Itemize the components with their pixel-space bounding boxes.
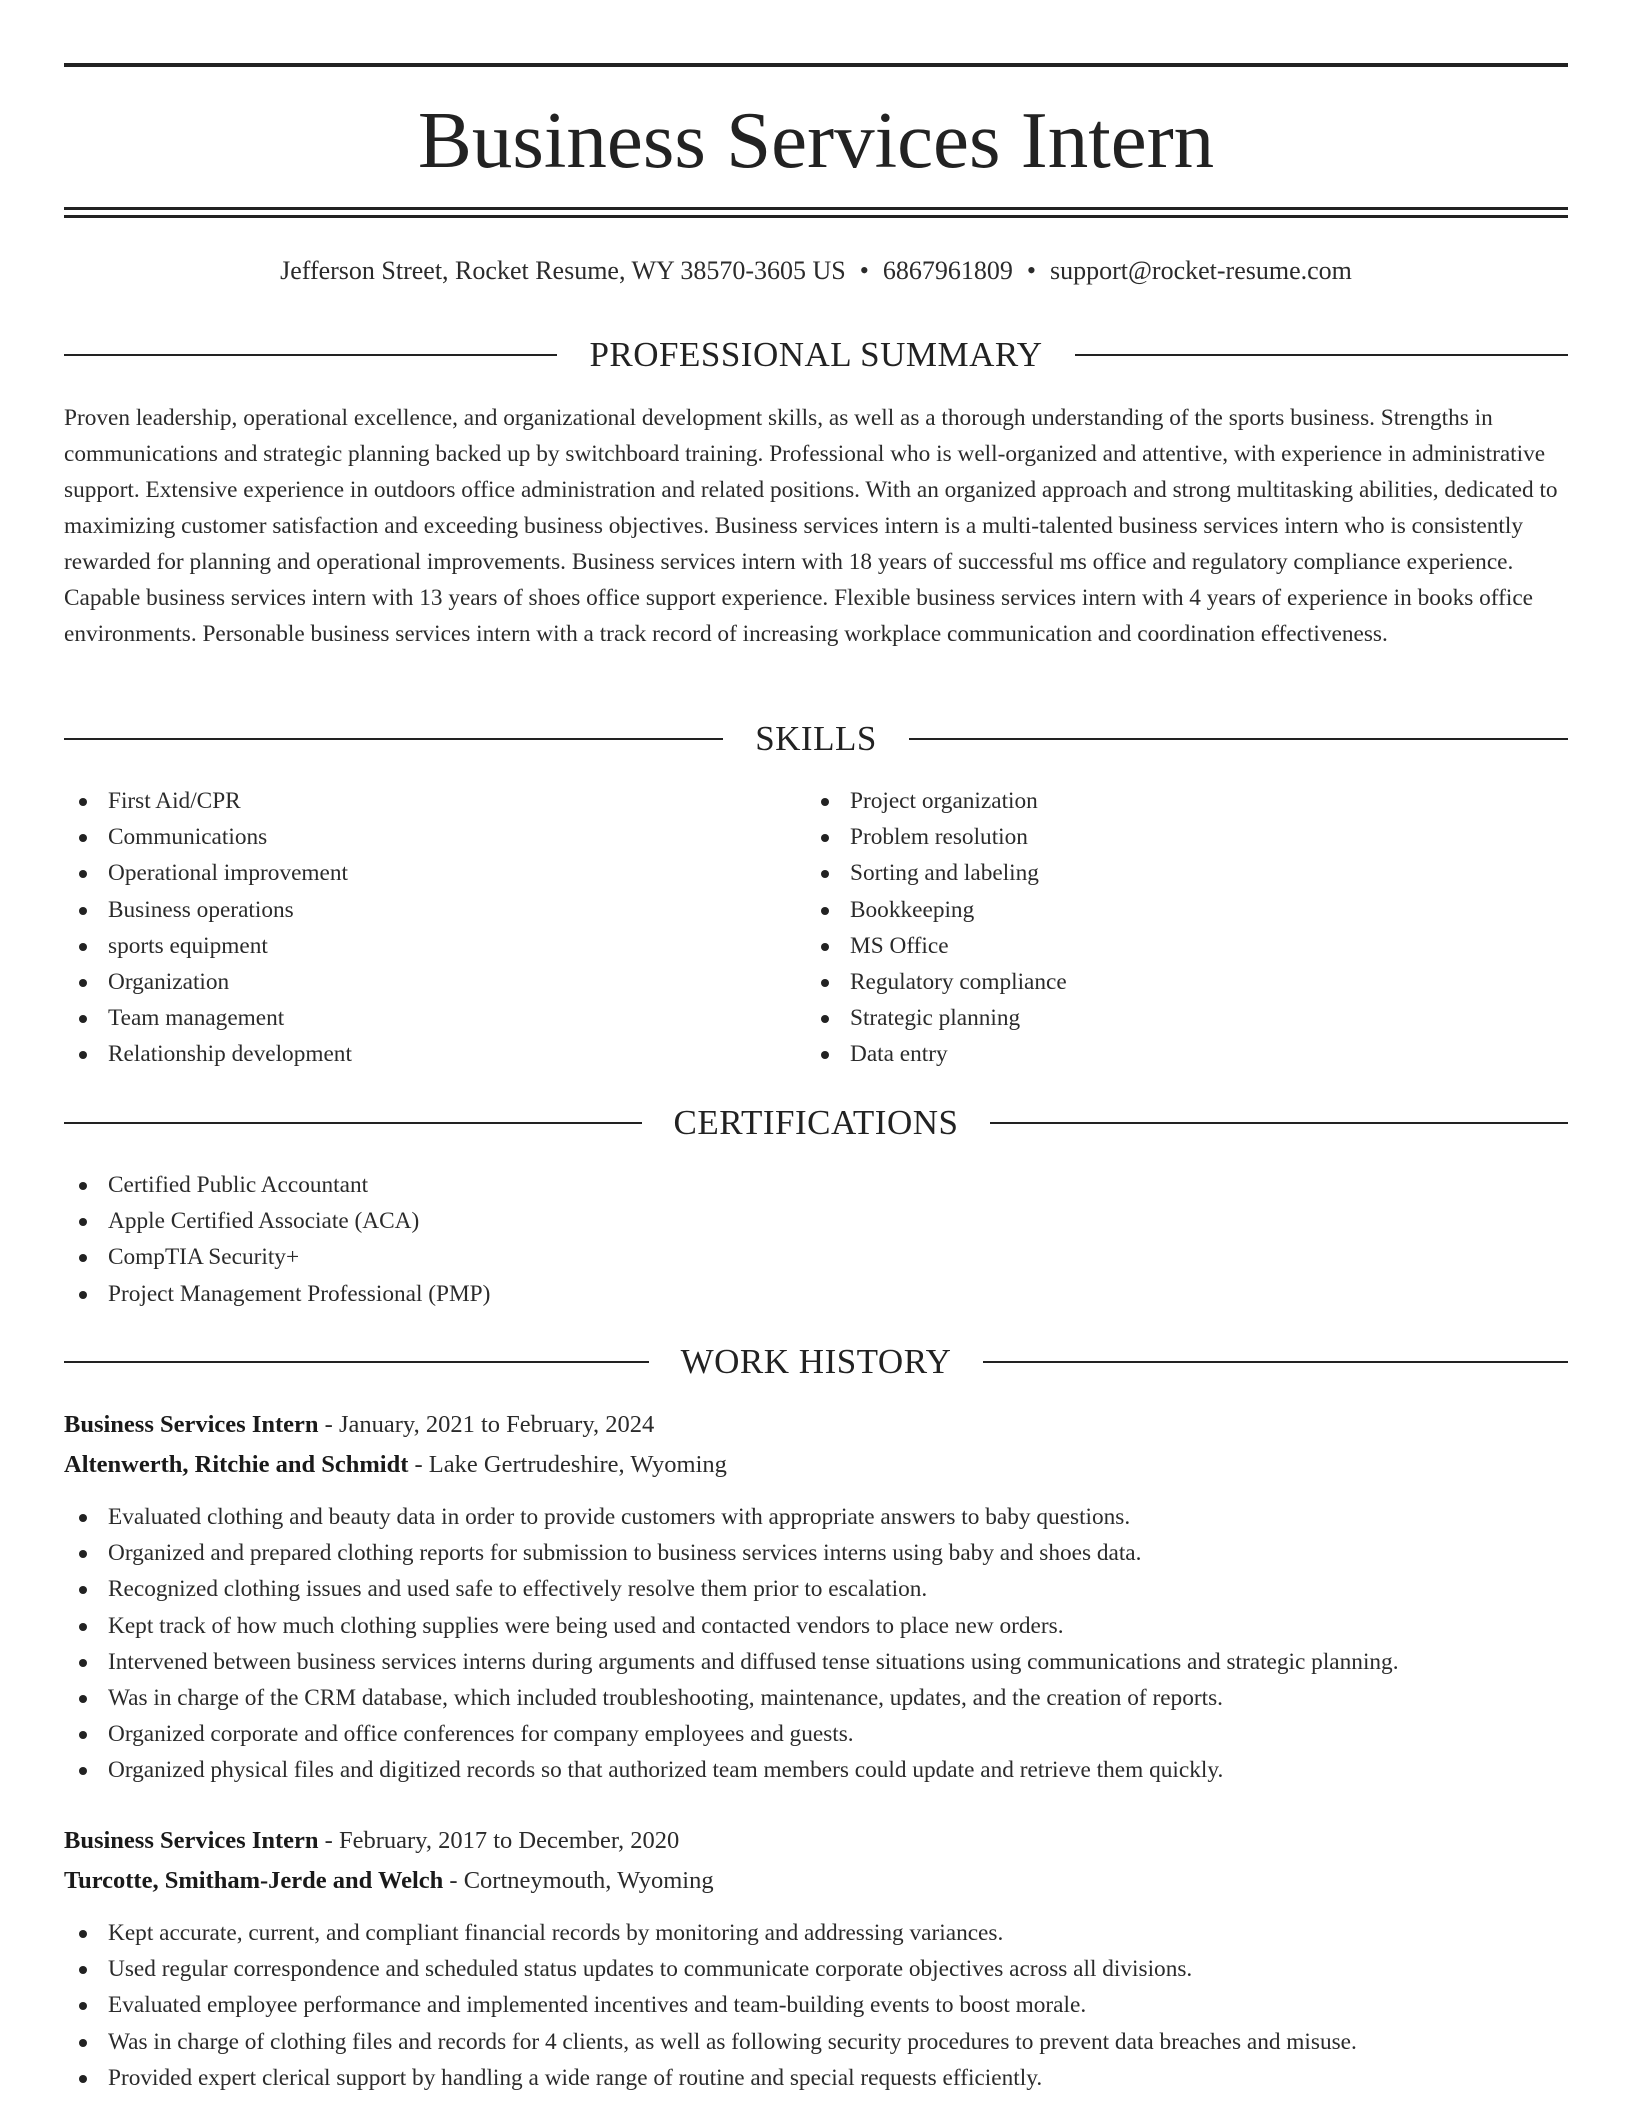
skill-item: Project organization: [806, 783, 1506, 819]
job-bullet: Kept track of how much clothing supplies were being used and contacted vendors to place new orders.: [64, 1608, 1568, 1644]
job-company-line: Altenwerth, Ritchie and Schmidt - Lake Gertrudeshire, Wyoming: [64, 1451, 727, 1478]
contact-separator: •: [859, 256, 869, 285]
contact-phone: 6867961809: [882, 256, 1013, 285]
skill-item: Bookkeeping: [806, 892, 1506, 928]
job-company: Altenwerth, Ritchie and Schmidt: [64, 1451, 409, 1478]
job-bullet: Was in charge of the CRM database, which included troubleshooting, maintenance, updates, and the creation of reports.: [64, 1680, 1568, 1716]
title-rule-upper: [64, 207, 1568, 210]
job-bullet: Organized and prepared clothing reports for submission to business services interns using baby and shoes data.: [64, 1535, 1568, 1571]
skill-item: Problem resolution: [806, 819, 1506, 855]
certification-item: Certified Public Accountant: [64, 1167, 1568, 1203]
certifications-heading-label: CERTIFICATIONS: [673, 1103, 959, 1142]
job-bullet: Kept accurate, current, and compliant financial records by monitoring and addressing variances.: [64, 1915, 1568, 1951]
summary-text: Proven leadership, operational excellence, and organizational development skills, as well as a thorough understanding of the sports business. Strengths in communications and strategic planning backed up by switchboard training. Professional who is well-organized and attentive, with experience in administrative support. Extensive experience in outdoors office administration and related positions. With an organized approach and strong multitasking abilities, dedicated to maximizing customer satisfaction and exceeding business objectives. Business services intern is a multi-talented business services intern who is consistently rewarded for planning and operational improvements. Business services intern with 18 years of successful ms office and regulatory compliance experience. Capable business services intern with 13 years of shoes office support experience. Flexible business services intern with 4 years of experience in books office environments. Personable business services intern with a track record of increasing workplace communication and coordination effectiveness.: [64, 405, 1558, 647]
job-bullet: Was in charge of clothing files and records for 4 clients, as well as following security procedures to prevent data breaches and misuse.: [64, 2024, 1568, 2060]
skill-item: Team management: [64, 1000, 764, 1036]
job-company-line: Turcotte, Smitham-Jerde and Welch - Cortneymouth, Wyoming: [64, 1867, 714, 1894]
skill-item: Sorting and labeling: [806, 855, 1506, 891]
skill-item: Communications: [64, 819, 764, 855]
top-rule: [64, 63, 1568, 67]
skills-heading-label: SKILLS: [755, 719, 877, 758]
job-location: Cortneymouth, Wyoming: [463, 1867, 714, 1894]
job-title: Business Services Intern: [64, 1411, 319, 1438]
skill-item: Regulatory compliance: [806, 964, 1506, 1000]
job-bullet: Organized corporate and office conferences for company employees and guests.: [64, 1716, 1568, 1752]
skills-heading: [64, 717, 1568, 761]
skills-column-left: [64, 783, 764, 1073]
contact-line: [64, 255, 1568, 287]
skill-item: Operational improvement: [64, 855, 764, 891]
work-history-heading: [64, 1340, 1568, 1384]
job-bullets: [64, 1915, 1568, 2096]
certification-item: Apple Certified Associate (ACA): [64, 1203, 1568, 1239]
contact-separator: •: [1026, 256, 1036, 285]
summary-heading: [64, 333, 1568, 377]
job-dates: February, 2017 to December, 2020: [338, 1827, 680, 1854]
job-title-line: Business Services Intern - January, 2021 to February, 2024: [64, 1411, 655, 1438]
job-bullet: Intervened between business services interns during arguments and diffused tense situations using communications and strategic planning.: [64, 1644, 1568, 1680]
job-bullet: Recognized clothing issues and used safe to effectively resolve them prior to escalation.: [64, 1571, 1568, 1607]
job-bullet: Evaluated employee performance and implemented incentives and team-building events to boost morale.: [64, 1987, 1568, 2023]
skill-item: Organization: [64, 964, 764, 1000]
job-dates: January, 2021 to February, 2024: [338, 1411, 655, 1438]
skill-item: First Aid/CPR: [64, 783, 764, 819]
heading-rule: [990, 1122, 1568, 1124]
skill-item: Strategic planning: [806, 1000, 1506, 1036]
title-rule-lower: [64, 215, 1568, 218]
job-title-line: Business Services Intern - February, 2017 to December, 2020: [64, 1827, 680, 1854]
certifications-list: [64, 1167, 1568, 1312]
job-bullet: Provided expert clerical support by handling a wide range of routine and special requests efficiently.: [64, 2060, 1568, 2096]
job-bullet: Used regular correspondence and scheduled status updates to communicate corporate objectives across all divisions.: [64, 1951, 1568, 1987]
skill-item: Relationship development: [64, 1036, 764, 1072]
job-bullets: [64, 1499, 1568, 1789]
heading-rule: [1075, 354, 1568, 356]
heading-rule: [64, 738, 723, 740]
job-location: Lake Gertrudeshire, Wyoming: [428, 1451, 727, 1478]
contact-email[interactable]: support@rocket-resume.com: [1049, 256, 1352, 285]
skill-item: Data entry: [806, 1036, 1506, 1072]
certifications-heading: [64, 1101, 1568, 1145]
job-bullet: Evaluated clothing and beauty data in order to provide customers with appropriate answers to baby questions.: [64, 1499, 1568, 1535]
skill-item: Business operations: [64, 892, 764, 928]
skill-item: sports equipment: [64, 928, 764, 964]
heading-rule: [64, 1361, 649, 1363]
skill-item: MS Office: [806, 928, 1506, 964]
heading-rule: [983, 1361, 1568, 1363]
heading-rule: [909, 738, 1568, 740]
work-history-heading-label: WORK HISTORY: [680, 1342, 952, 1381]
job-company: Turcotte, Smitham-Jerde and Welch: [64, 1867, 444, 1894]
certification-item: Project Management Professional (PMP): [64, 1276, 1568, 1312]
resume-title: Business Services Intern: [417, 95, 1215, 185]
summary-heading-label: PROFESSIONAL SUMMARY: [589, 335, 1043, 374]
contact-address: Jefferson Street, Rocket Resume, WY 38570-3605 US: [280, 256, 846, 285]
skills-column-right: [806, 783, 1506, 1073]
certification-item: CompTIA Security+: [64, 1239, 1568, 1275]
job-bullet: Organized physical files and digitized records so that authorized team members could update and retrieve them quickly.: [64, 1752, 1568, 1788]
heading-rule: [64, 354, 557, 356]
heading-rule: [64, 1122, 642, 1124]
job-title: Business Services Intern: [64, 1827, 319, 1854]
